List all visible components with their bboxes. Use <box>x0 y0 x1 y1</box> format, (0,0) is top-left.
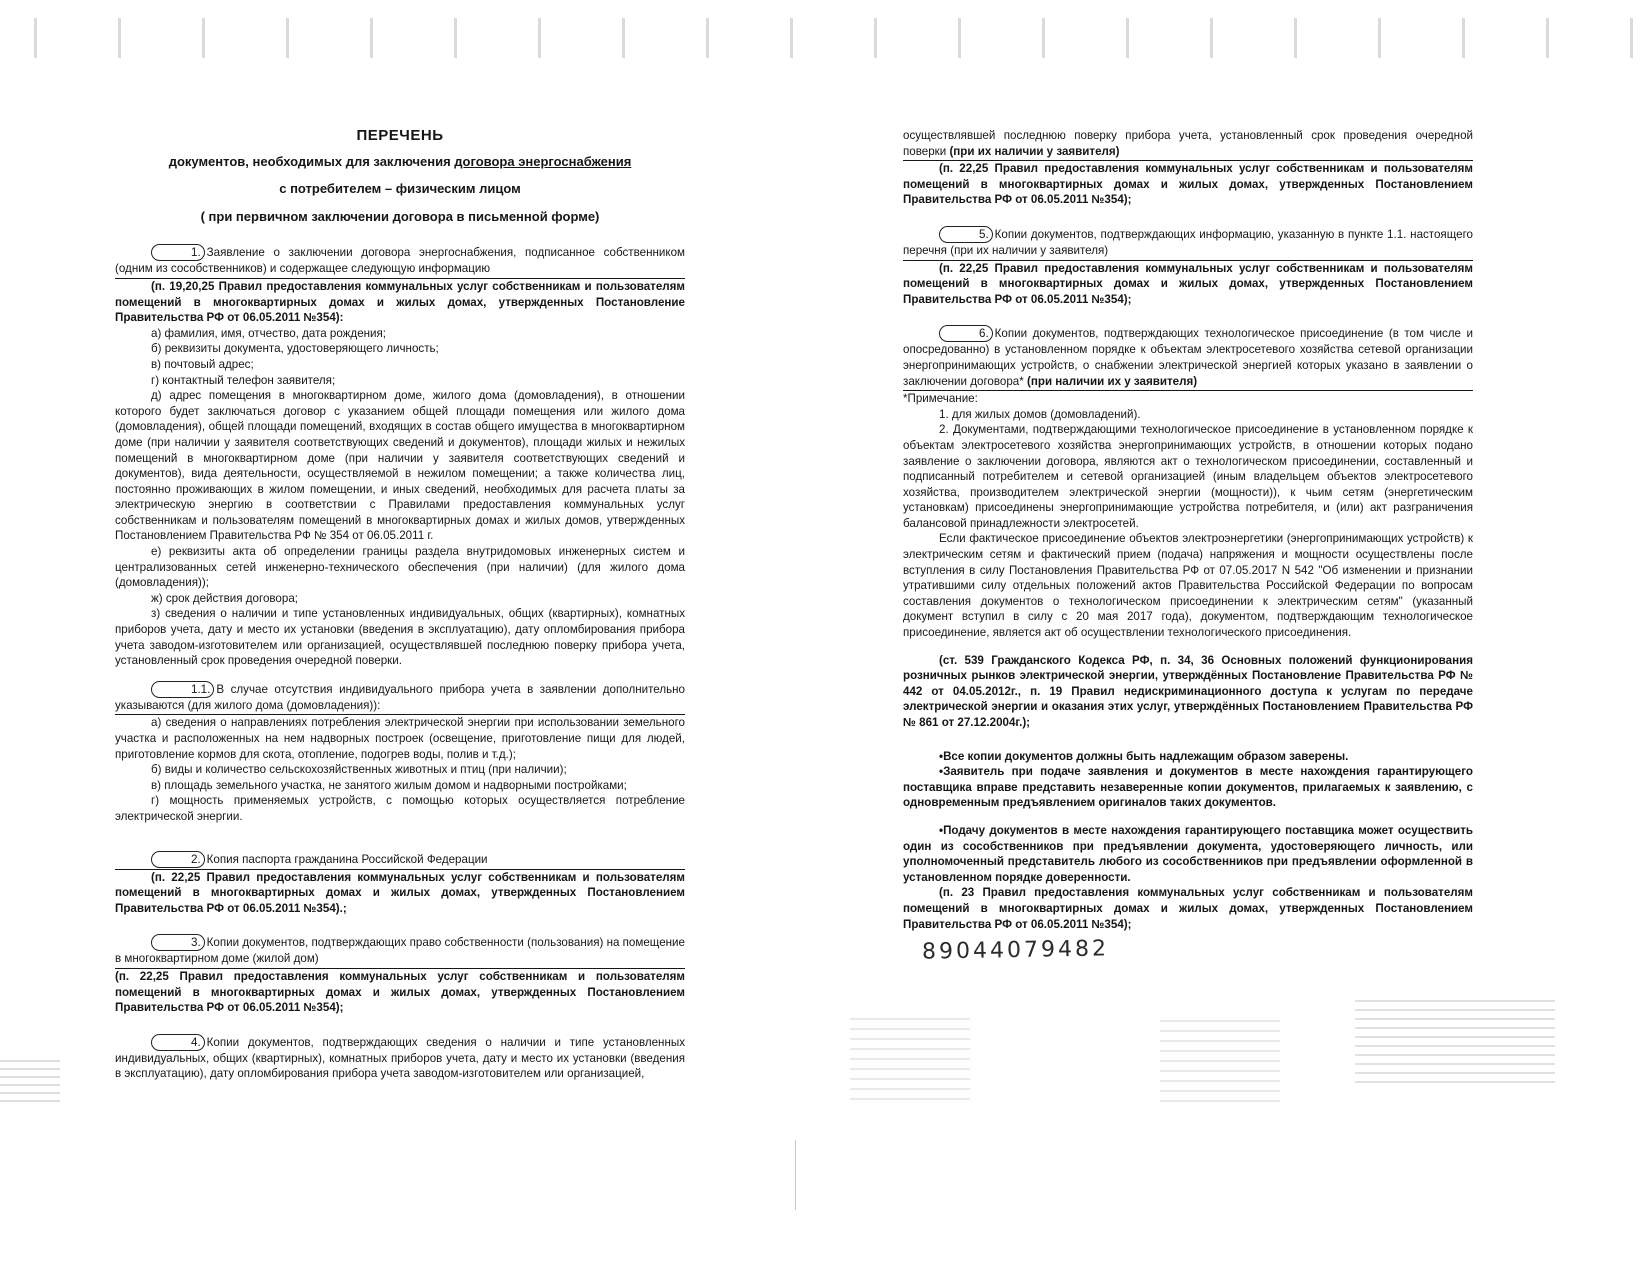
bullet-2: • Заявитель при подаче заявления и документов в месте нахождения гарантирующего поставщика вправе представить незаверенные копии документов, прилагаемых к заявлению, с одновременным предъявлением оригиналов таких документов. <box>903 764 1473 811</box>
item-bold-note: (при их наличии у заявителя) <box>949 144 1120 158</box>
item-1-f: е) реквизиты акта об определении границы раздела внутридомовых инженерных систем и централизованных сетей инженерно-технического обеспечения (при наличии) (для жилого дома (домовладения)); <box>115 545 685 590</box>
item-number: 5. <box>939 226 993 243</box>
item-4 <box>115 1034 685 1082</box>
bleed-through-noise <box>850 1018 970 1108</box>
subtitle-underlined: договора энергоснабжения <box>454 153 632 169</box>
item-1-b: б) реквизиты документа, удостоверяющего личность; <box>151 342 439 356</box>
item-1-1-a: а) сведения о направлениях потребления электрической энергии при использовании земельного участка и расположенных на нем надворных построек (освещение, приготовление пищи для людей, приготовление кормов для скота, отопление, подогрев воды, полив и т.д.); <box>115 716 685 761</box>
right-page <box>903 128 1473 932</box>
item-1 <box>115 244 685 279</box>
item-text: Копия паспорта гражданина Российской Федерации <box>206 852 488 866</box>
item-3 <box>115 934 685 969</box>
item-text: Копии документов, подтверждающих информацию, указанную в пункте 1.1. настоящего перечня <box>903 227 1473 257</box>
fold-line <box>795 1140 796 1210</box>
item-text: Копии документов, подтверждающих сведения о наличии и типе установленных индивидуальных, общих (квартирных), комнатных приборов учета, дату и место их установки (введения в эксплуатацию), дату опломбирования прибора учета заводом-изготовителем или организацией, <box>115 1035 685 1081</box>
item-2-reference: (п. 22,25 Правил предоставления коммунальных услуг собственникам и пользователям помещений в многоквартирных домах и жилых домах, утвержденных Постановлением Правительства РФ от 06.05.2011 №354).; <box>115 870 685 915</box>
item-number: 3. <box>151 934 205 951</box>
item-number: 6. <box>939 325 993 342</box>
item-bold-note: (при наличии их у заявителя) <box>1027 374 1198 388</box>
item-note: (при их наличии у заявителя) <box>950 243 1109 257</box>
item-text: Копии документов, подтверждающих технологическое присоединение (в том числе и опосредованно) в установленном порядке к объектам электросетевого хозяйства сетевой организации энергопринимающих устройств, о снабжении электрической энергией которых указано в заявлении о заключении договора* <box>903 327 1473 388</box>
document-title: ПЕРЕЧЕНЬ <box>356 127 444 144</box>
item-5 <box>903 226 1473 261</box>
item-number: 1.1. <box>151 681 214 698</box>
item-1-1-b: б) виды и количество сельскохозяйственных животных и птиц (при наличии); <box>151 763 567 777</box>
note-reference: (ст. 539 Гражданского Кодекса РФ, п. 34, 36 Основных положений функционирования розничных рынков электрической энергии, утверждённых Постановление Правительства РФ № 442 от 04.05.2012г., п. 19 Правил недискриминационного доступа к услугам по передаче электрической энергии и оказания этих услуг, утверждённых Постановлением Правительства РФ № 861 от 27.12.2004г.); <box>903 653 1473 729</box>
item-1-reference: (п. 19,20,25 Правил предоставления коммунальных услуг собственникам и пользователям помещений в многоквартирных домах и жилых домах, утвержденных Постановление Правительства РФ от 06.05.2011 №354): <box>115 279 685 325</box>
item-1-g: ж) срок действия договора; <box>151 591 298 605</box>
document-subtitle <box>115 154 685 170</box>
item-4-continuation <box>903 128 1473 161</box>
item-2 <box>115 851 685 870</box>
item-1-d: г) контактный телефон заявителя; <box>151 373 336 387</box>
item-6 <box>903 325 1473 391</box>
item-text: осуществлявшей последнюю поверку прибора учета, установленный срок проведения очередной поверки <box>903 129 1473 158</box>
item-1-h: з) сведения о наличии и типе установленных индивидуальных, общих (квартирных), комнатных приборов учета, дату и место их установки (введения в эксплуатацию), дату опломбирования прибора учета заводом-изготовителем или организацией, осуществлявшей последнюю поверку прибора учета, установленный срок проведения очередной поверки. <box>115 607 685 668</box>
note-label: *Примечание: <box>903 392 978 406</box>
item-1-e: д) адрес помещения в многоквартирном доме, жилого дома (домовладения), в отношении которого будет заключаться договор с указанием общей площади помещения или жилого дома (домовладения), общей площади помещений, входящих в состав общего имущества в многоквартирном доме (при наличии у заявителя соответствующих сведений и документов), площади жилых и нежилых помещений в многоквартирном доме (при наличии у заявителя соответствующих сведений и документов), вида деятельности, осуществляемой в нежилом помещении; а также количества лиц, постоянно проживающих в жилом помещении, и иных сведений, необходимых для расчета платы за электрическую энергию в соответствии с Правилами предоставления коммунальных услуг собственникам и пользователям помещений в многоквартирных домах и жилых домов, утвержденных Постановлением Правительства РФ № 354 от 06.05.2011 г. <box>115 389 685 543</box>
document-subtitle-2: с потребителем – физическим лицом <box>279 181 521 197</box>
item-4-reference: (п. 22,25 Правил предоставления коммунальных услуг собственникам и пользователям помещений в многоквартирных домах и жилых домах, утвержденных Постановлением Правительства РФ от 06.05.2011 №354); <box>903 162 1473 207</box>
item-number: 1. <box>151 244 205 261</box>
item-text: Копии документов, подтверждающих право собственности (пользования) на помещение в многоквартирном доме (жилой дом) <box>115 936 685 966</box>
item-5-reference: (п. 22,25 Правил предоставления коммунальных услуг собственникам и пользователям помещений в многоквартирных домах и жилых домах, утвержденных Постановлением Правительства РФ от 06.05.2011 №354); <box>903 261 1473 306</box>
subtitle-part: документов, необходимых для заключения <box>168 153 455 169</box>
bleed-through-noise <box>1160 1020 1280 1110</box>
scan-artifact-top <box>0 18 1650 58</box>
item-1-c: в) почтовый адрес; <box>151 357 254 371</box>
bleed-through-noise <box>1355 1000 1555 1090</box>
item-number: 4. <box>151 1034 205 1051</box>
item-1-1 <box>115 681 685 716</box>
note-1: 1. для жилых домов (домовладений). <box>939 407 1141 421</box>
left-page <box>115 128 685 1082</box>
item-3-reference: (п. 22,25 Правил предоставления коммунальных услуг собственникам и пользователям помещений в многоквартирных домах и жилых домах, утвержденных Постановлением Правительства РФ от 06.05.2011 №354); <box>115 969 685 1015</box>
note-3: Если фактическое присоединение объектов электроэнергетики (энергопринимающих устройств) к электрическим сетям и фактический прием (подача) напряжения и мощности осуществлены после вступления в силу Постановления Правительства РФ от 07.05.2017 N 542 "Об изменении и признании утратившими силу отдельных положений актов Правительства Российской Федерации по вопросам составления документов о технологическом присоединении к электрическим сетям" (указанный документ вступил в силу с 20 мая 2017 года), документом, подтверждающим технологическое присоединение, является акт об осуществлении технологического присоединения. <box>903 532 1473 640</box>
item-text: Заявление о заключении договора энергоснабжения, подписанное собственником (одним из сособственников) и содержащее следующую информацию <box>115 246 685 276</box>
item-1-a: а) фамилия, имя, отчество, дата рождения; <box>151 326 387 340</box>
document-subtitle-3: ( при первичном заключении договора в письменной форме) <box>200 208 600 224</box>
note-2: 2. Документами, подтверждающими технологическое присоединение в установленном порядке к объектам электросетевого хозяйства энергопринимающих устройств, в отношении которых подано заявление о заключении договора, являются акт о технологическом присоединении, составленный и подписанный потребителем и сетевой организацией (иным владельцем объектов электросетевого хозяйства, производителем электрической энергии (мощности)), к чьим сетям (энергетическим установкам) присоединены энергопринимающие устройства потребителя, и (или) акт разграничения балансовой принадлежности электросетей. <box>903 423 1473 530</box>
final-reference: (п. 23 Правил предоставления коммунальных услуг собственникам и пользователям помещений в многоквартирных домах и жилых домах, утвержденных Постановлением Правительства РФ от 06.05.2011 №354); <box>903 886 1473 931</box>
bullet-1: • Все копии документов должны быть надлежащим образом заверены. <box>903 749 1473 765</box>
bullet-3: • Подачу документов в месте нахождения гарантирующего поставщика может осуществить один из сособственников при предъявлении документа, удостоверяющего личность, или уполномоченный представитель любого из сособственников при предъявлении оформленной в установленном порядке доверенности. <box>903 823 1473 885</box>
item-1-1-c: в) площадь земельного участка, не занятого жилым домом и надворными постройками; <box>151 778 627 792</box>
item-number: 2. <box>151 851 205 868</box>
item-text: В случае отсутствия индивидуального прибора учета в заявлении дополнительно указываются (для жилого дома (домовладения)): <box>115 682 685 712</box>
handwritten-phone-number: 89044079482 <box>921 936 1110 965</box>
item-1-1-d: г) мощность применяемых устройств, с помощью которых осуществляется потребление электрической энергии. <box>115 794 685 823</box>
bleed-through-noise <box>0 1060 60 1105</box>
